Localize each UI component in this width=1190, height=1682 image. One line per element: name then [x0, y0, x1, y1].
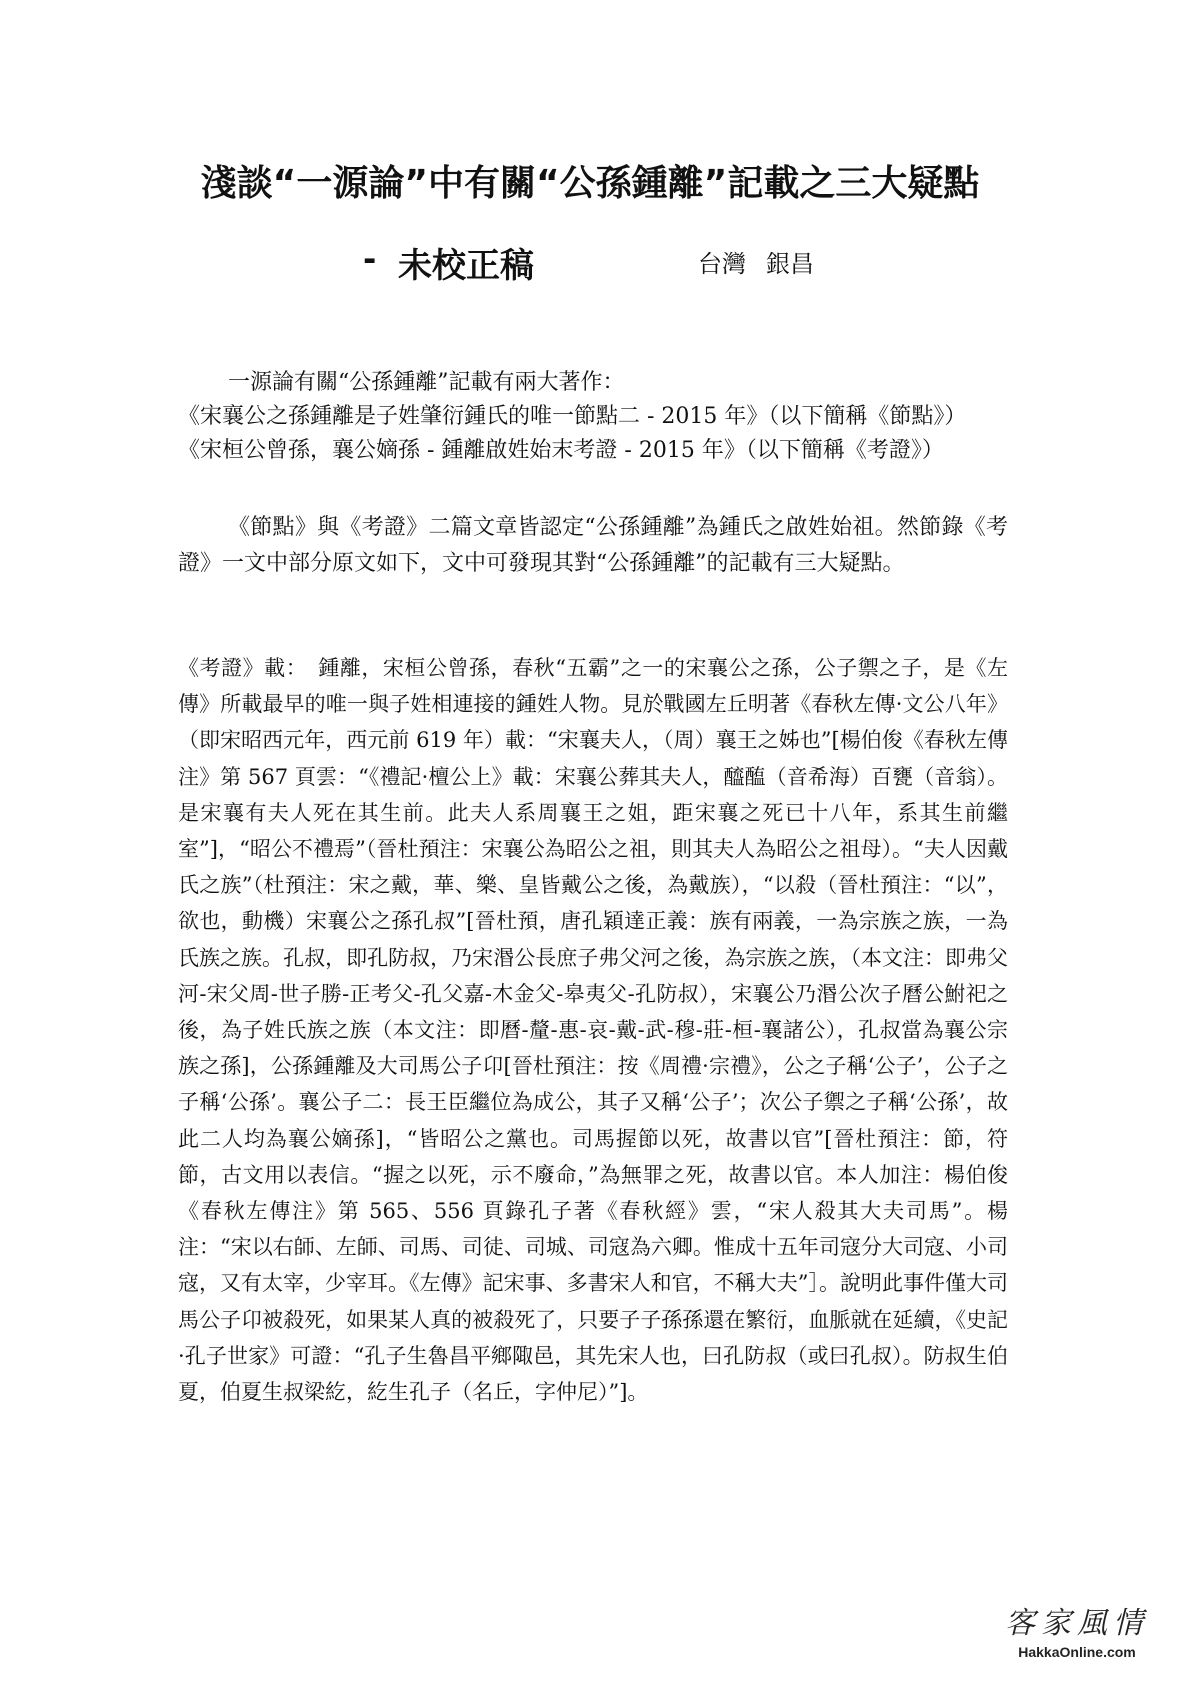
author-place: 台灣	[698, 250, 746, 278]
intro-line-2: 《宋襄公之孫鍾離是子姓肇衍鍾氏的唯一節點二 - 2015 年》（以下簡稱《節點》）	[178, 404, 967, 429]
intro-line-3: 《宋桓公曾孫，襄公嫡孫 - 鍾離啟姓始末考證 - 2015 年》（以下簡稱《考證》）	[178, 438, 944, 463]
intro-section	[178, 366, 1018, 468]
quoted-excerpt: 《考證》載： 鍾離，宋桓公曾孫，春秋“五霸”之一的宋襄公之孫，公子禦之子，是《左傳》所載最早的唯一與子姓相連接的鍾姓人物。見於戰國左丘明著《春秋左傳·文公八年》（即宋昭西元年，西元前 619 年）載：“宋襄夫人，（周）襄王之姊也”[楊伯俊《春秋左傳注》第 567 頁雲：“《禮記·檀公上》載：宋襄公葬其夫人，醯醢（音希海）百甕（音翁）。是宋襄有夫人死在其生前。此夫人系周襄王之姐，距宋襄之死已十八年，系其生前繼室”]，“昭公不禮焉”（晉杜預注：宋襄公為昭公之祖，則其夫人為昭公之祖母）。“夫人因戴氏之族”（杜預注：宋之戴，華、樂、皇皆戴公之後，為戴族），“以殺（晉杜預注：“以”，欲也，動機）宋襄公之孫孔叔”[晉杜預，唐孔穎達正義：族有兩義，一為宗族之族，一為氏族之族。孔叔，即孔防叔，乃宋湣公長庶子弗父河之後，為宗族之族，（本文注：即弗父河-宋父周-世子勝-正考父-孔父嘉-木金父-皋夷父-孔防叔），宋襄公乃湣公次子曆公鮒祀之後，為子姓氏族之族（本文注：即曆-釐-惠-哀-戴-武-穆-莊-桓-襄諸公），孔叔當為襄公宗族之孫]，公孫鍾離及大司馬公子卬[晉杜預注：按《周禮·宗禮》，公之子稱‘公子’，公子之子稱‘公孫’。襄公子二：長王臣繼位為成公，其子又稱‘公子’；次公子禦之子稱‘公孫’，故此二人均為襄公嫡孫]，“皆昭公之黨也。司馬握節以死，故書以官”[晉杜預注：節，符節，古文用以表信。“握之以死，示不廢命，”為無罪之死，故書以官。本人加注：楊伯俊《春秋左傳注》第 565、556 頁錄孔子著《春秋經》雲，“宋人殺其大夫司馬”。楊注：“宋以右師、左師、司馬、司徒、司城、司寇為六卿。惟成十五年司寇分大司寇、小司寇，又有太宰，少宰耳。《左傳》記宋事、多書宋人和官，不稱大夫”］。說明此事件僅大司馬公子卬被殺死，如果某人真的被殺死了，只要子子孫孫還在繁衍，血脈就在延續，《史記·孔子世家》可證：“孔子生魯昌平鄉陬邑，其先宋人也，曰孔防叔（或曰孔叔）。防叔生伯夏，伯夏生叔梁紇，紇生孔子（名丘，字仲尼）”]。	[178, 656, 1008, 1405]
paragraph-2: 《節點》與《考證》二篇文章皆認定“公孫鍾離”為鍾氏之啟姓始祖。然節錄《考證》一文中部分原文如下，文中可發現其對“公孫鍾離”的記載有三大疑點。	[178, 515, 1008, 576]
author-name: 銀昌	[766, 250, 814, 278]
watermark-logo-text: 客家風情	[1005, 1606, 1149, 1641]
author-line	[698, 244, 834, 279]
site-watermark	[992, 1598, 1162, 1660]
subtitle-dash: -	[363, 240, 377, 278]
intro-line-1: 一源論有關“公孫鍾離”記載有兩大著作：	[228, 370, 625, 395]
document-subtitle: 未校正稿	[398, 246, 534, 286]
document-title: 淺談“一源論”中有關“公孫鍾離”記載之三大疑點	[200, 163, 980, 204]
watermark-url: HakkaOnline.com	[1018, 1644, 1136, 1660]
